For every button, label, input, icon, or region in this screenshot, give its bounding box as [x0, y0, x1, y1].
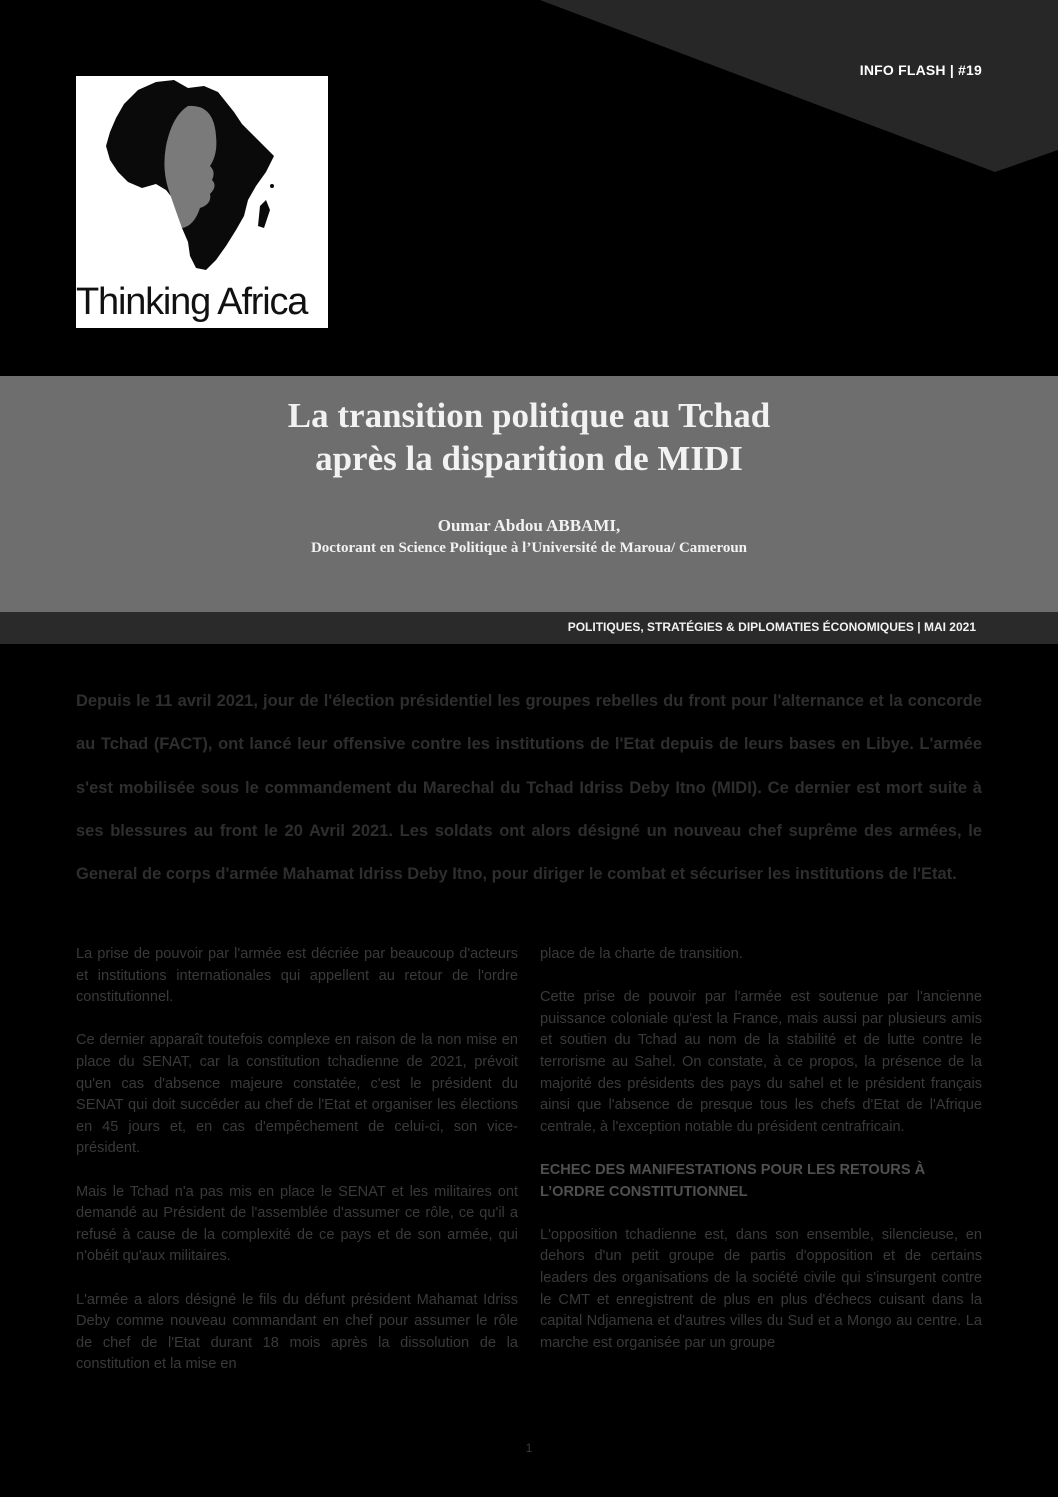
lead-paragraph: Depuis le 11 avril 2021, jour de l'élection présidentiel les groupes rebelles du front pour l'alternance et la concorde au Tchad (FACT), ont lancé leur offensive contre les institutions de l'Etat depuis de leurs bases en Libye. L'armée s'est mobilisée sous le commandement du Marechal du Tchad Idriss Deby Itno (MIDI). Ce dernier est mort suite à ses blessures au front le 20 Avril 2021. Les soldats ont alors désigné un nouveau chef suprême des armées, le General de corps d'armée Mahamat Idriss Deby Itno, pour diriger le combat et sécuriser les institutions de l'Etat. [76, 692, 982, 884]
body-paragraph: Mais le Tchad n'a pas mis en place le SENAT et les militaires ont demandé au Président de l'assemblée d'assumer ce rôle, ce qu'il a refusé à cause de la complexité de ce pays et de son armée, qui n'obéit qu'aux militaires. [76, 1183, 518, 1265]
body-paragraph: L'armée a alors désigné le fils du défunt président Mahamat Idriss Deby comme nouveau commandant en chef pour assumer le rôle de chef de l'Etat durant 18 mois après la dissolution de la constitution et la mise en [76, 1291, 518, 1373]
body-paragraph: Ce dernier apparaît toutefois complexe en raison de la non mise en place du SENAT, car la constitution tchadienne de 2021, prévoit qu'en cas d'absence majeure constatée, c'est le président du SENAT qui doit succéder au chef de l'Etat et organiser les élections en 45 jours et, en cas d'empêchement de celui-ci, son vice-président. [76, 1032, 518, 1157]
author-name: Oumar Abdou ABBAMI, [437, 516, 621, 535]
author-affiliation: Doctorant en Science Politique à l’Université de Maroua/ Cameroun [310, 540, 748, 556]
title-line-2: après la disparition de MIDI [315, 439, 743, 478]
body-paragraph: place de la charte de transition. [540, 946, 743, 962]
info-flash-label: INFO FLASH | #19 [859, 62, 982, 78]
page-title [0, 394, 1058, 480]
logo-wordmark: Thinking Africa [76, 281, 308, 323]
page-number: 1 [525, 1441, 533, 1455]
thinking-africa-logo [76, 76, 328, 328]
section-heading: ECHEC DES MANIFESTATIONS POUR LES RETOURS À L’ORDRE CONSTITUTIONNEL [540, 1161, 926, 1200]
category-label: POLITIQUES, STRATÉGIES & DIPLOMATIES ÉCONOMIQUES | MAI 2021 [567, 620, 976, 634]
body-paragraph: Cette prise de pouvoir par l'armée est soutenue par l'ancienne puissance coloniale qu'est la France, mais aussi par plusieurs amis et soutien du Tchad au nom de la stabilité et de lutte contre le terrorisme au Sahel. On constate, à ce propos, la présence de la majorité des présidents des pays du sahel et le président français ainsi que l'absence de presque tous les chefs d'Etat de l'Afrique centrale, à l'exception notable du président centrafricain. [540, 989, 982, 1135]
right-column [540, 944, 982, 1354]
body-paragraph: L'opposition tchadienne est, dans son ensemble, silencieuse, en dehors d'un petit groupe de partis d'opposition et de certains leaders des organisations de la société civile qui s'insurgent contre le CMT et enregistrent de plus en plus d'échecs cuisant dans la capital Ndjamena et d'autres villes du Sud et a Mongo au centre. La marche est organisée par un groupe [540, 1226, 982, 1351]
title-line-1: La transition politique au Tchad [287, 396, 771, 435]
left-column [76, 944, 518, 1376]
body-paragraph: La prise de pouvoir par l'armée est décriée par beaucoup d'acteurs et institutions internationales qui appellent au retour de l'ordre constitutionnel. [76, 946, 518, 1006]
